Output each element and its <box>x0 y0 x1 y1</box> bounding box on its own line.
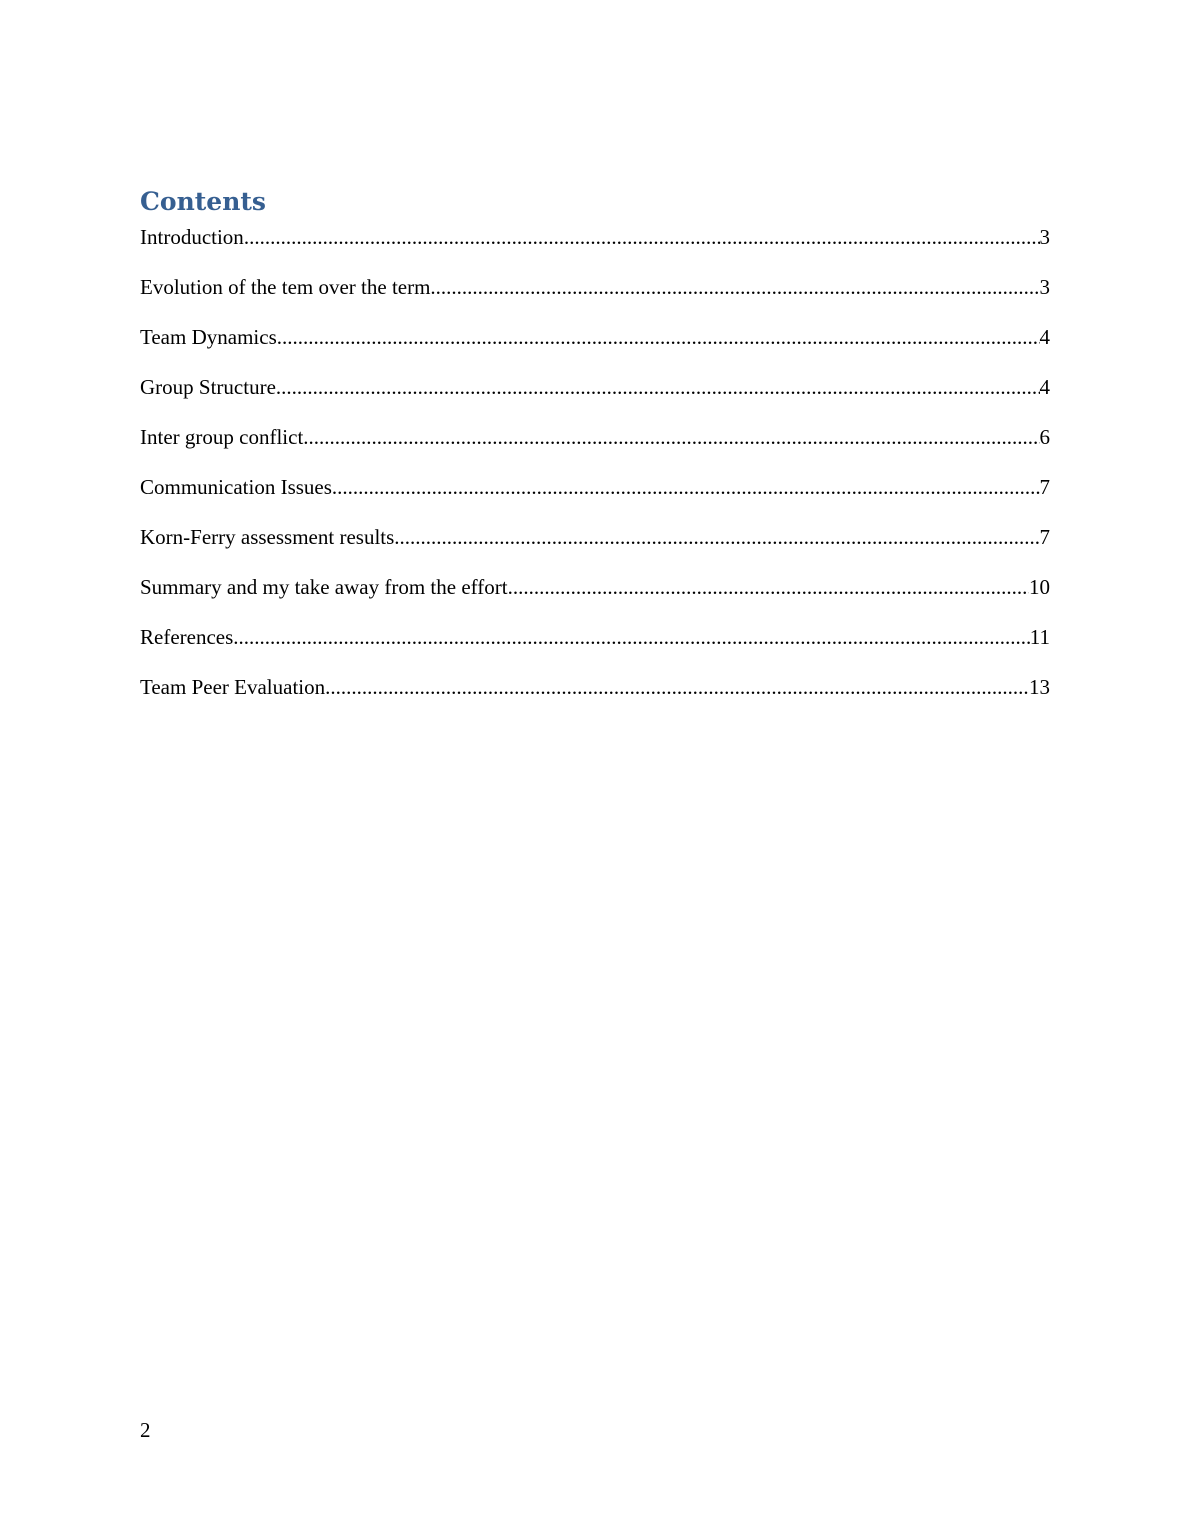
toc-entry-communication-issues[interactable] <box>140 473 1050 501</box>
toc-entry-title: Korn-Ferry assessment results <box>140 525 395 549</box>
toc-entry-title: References <box>140 625 234 649</box>
toc-entry-inter-group-conflict[interactable] <box>140 423 1050 451</box>
toc-entry-group-structure[interactable] <box>140 373 1050 401</box>
dot-leader <box>430 273 1039 301</box>
toc-entry-title: Group Structure <box>140 375 276 399</box>
toc-entry-korn-ferry[interactable] <box>140 523 1050 551</box>
toc-heading: Contents <box>140 187 267 216</box>
dot-leader <box>394 523 1039 551</box>
toc-entry-page: 7 <box>1039 475 1050 499</box>
toc-entry-summary[interactable] <box>140 573 1050 601</box>
toc-entry-team-dynamics[interactable] <box>140 323 1050 351</box>
dot-leader <box>303 423 1039 451</box>
toc-entry-title: Introduction <box>140 225 244 249</box>
toc-entry-references[interactable] <box>140 623 1050 651</box>
dot-leader <box>277 323 1040 351</box>
toc-entry-page: 13 <box>1029 675 1050 699</box>
toc-entry-page: 11 <box>1029 625 1050 649</box>
toc-entry-title: Team Peer Evaluation <box>140 675 326 699</box>
dot-leader <box>508 573 1029 601</box>
toc-entry-title: Summary and my take away from the effort <box>140 575 508 599</box>
toc-entry-page: 6 <box>1039 425 1050 449</box>
toc-entry-title: Inter group conflict <box>140 425 304 449</box>
toc-entry-title: Evolution of the tem over the term <box>140 275 431 299</box>
toc-entry-page: 4 <box>1039 375 1050 399</box>
dot-leader <box>325 673 1029 701</box>
toc-entry-title: Communication Issues <box>140 475 332 499</box>
toc-entry-title: Team Dynamics <box>140 325 277 349</box>
toc-entry-page: 7 <box>1039 525 1050 549</box>
toc-entry-introduction[interactable] <box>140 223 1050 251</box>
toc-entry-page: 10 <box>1029 575 1050 599</box>
dot-leader <box>244 223 1040 251</box>
toc-entry-page: 4 <box>1039 325 1050 349</box>
dot-leader <box>276 373 1040 401</box>
toc-entry-evolution[interactable] <box>140 273 1050 301</box>
toc-entry-page: 3 <box>1039 275 1050 299</box>
table-of-contents <box>140 223 1050 723</box>
dot-leader <box>332 473 1040 501</box>
toc-entry-page: 3 <box>1039 225 1050 249</box>
page-number: 2 <box>140 1418 151 1442</box>
toc-entry-team-peer-evaluation[interactable] <box>140 673 1050 701</box>
dot-leader <box>233 623 1029 651</box>
